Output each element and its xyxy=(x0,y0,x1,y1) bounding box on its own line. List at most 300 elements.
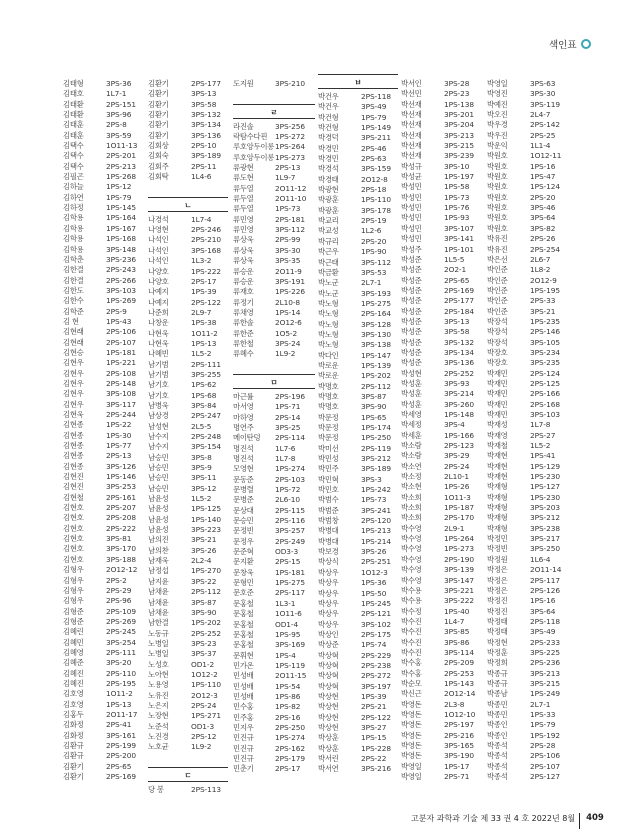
author-name: 박장호 xyxy=(487,347,508,357)
author-name: 문홍철 xyxy=(233,619,254,629)
index-entry xyxy=(148,566,228,576)
index-column-3 xyxy=(233,79,315,775)
index-entry xyxy=(401,565,481,575)
rule-top xyxy=(148,767,228,768)
author-name: 김회주 xyxy=(148,161,169,171)
presentation-code: 1PS-14 xyxy=(275,307,301,317)
presentation-code: OD3-3 xyxy=(275,547,299,557)
author-name: 박성준 xyxy=(401,285,422,295)
index-entry xyxy=(233,267,315,277)
author-name: 박종인 xyxy=(487,720,508,730)
presentation-code: 2PS-168 xyxy=(530,399,560,409)
presentation-code: 3PS-138 xyxy=(361,340,391,350)
journal-citation: 고분자 과학과 기술 제 33 권 4 호 2022년 8월 xyxy=(411,813,576,823)
presentation-code: 2PS-12 xyxy=(191,731,217,741)
index-entry xyxy=(148,722,228,732)
author-name: 노용영 xyxy=(148,680,169,690)
author-name: 류도현 xyxy=(233,173,254,183)
index-entry xyxy=(318,433,398,443)
presentation-code: 2L7-1 xyxy=(361,278,382,288)
index-entry xyxy=(401,720,481,730)
presentation-code: 1PS-13 xyxy=(106,699,132,709)
author-name: 문준혁 xyxy=(233,547,254,557)
index-entry xyxy=(318,351,398,361)
presentation-code: 2PS-13 xyxy=(275,163,301,173)
index-entry xyxy=(63,307,143,317)
presentation-code: 2PS-18 xyxy=(361,185,387,195)
index-entry xyxy=(401,348,481,358)
presentation-code: 3PS-96 xyxy=(106,110,132,120)
index-entry xyxy=(63,245,143,255)
presentation-code: 1PS-140 xyxy=(191,514,221,524)
presentation-code: 3PS-170 xyxy=(106,544,136,554)
presentation-code: 3PS-256 xyxy=(275,121,305,131)
author-name: 박영돈 xyxy=(401,741,422,750)
index-entry xyxy=(148,598,228,608)
author-name: 박영돈 xyxy=(401,751,422,761)
index-entry xyxy=(487,493,567,503)
author-name: 박세영 xyxy=(401,410,422,419)
presentation-code: 2PS-26 xyxy=(530,234,556,244)
index-entry xyxy=(487,141,567,151)
author-name: 류두열 xyxy=(233,204,254,214)
spacer xyxy=(148,753,228,763)
presentation-code: 2PS-27 xyxy=(530,430,556,440)
index-entry xyxy=(401,141,481,151)
index-entry xyxy=(401,555,481,565)
presentation-code: 2PS-169 xyxy=(444,285,474,295)
author-name: 박정진 xyxy=(487,596,508,606)
presentation-code: 3PS-87 xyxy=(361,391,387,401)
index-entry xyxy=(318,526,398,536)
presentation-code: 1PS-221 xyxy=(106,358,136,368)
presentation-code: 2PS-24 xyxy=(191,700,217,710)
author-name: 남정섭 xyxy=(148,566,169,576)
index-entry xyxy=(487,627,567,637)
presentation-code: 2PS-233 xyxy=(530,637,560,647)
presentation-code: 3PS-26 xyxy=(191,545,217,555)
presentation-code: 3PS-188 xyxy=(106,554,136,564)
index-entry xyxy=(148,701,228,711)
presentation-code: 1PS-213 xyxy=(361,526,391,536)
index-entry xyxy=(63,420,143,430)
author-name: 남의찬 xyxy=(148,545,169,555)
author-name: 남승민 xyxy=(148,473,169,483)
author-name: 박상현 xyxy=(318,722,339,732)
presentation-code: 2O11-14 xyxy=(530,565,562,575)
index-entry xyxy=(401,389,481,399)
presentation-code: 2PS-244 xyxy=(106,410,136,419)
index-entry xyxy=(63,89,143,99)
author-name: 박수영 xyxy=(401,554,422,564)
index-entry xyxy=(233,485,315,495)
author-name: 마하영 xyxy=(233,412,254,422)
author-name: 박성민 xyxy=(401,203,422,213)
presentation-code: 1PS-39 xyxy=(361,691,387,701)
index-entry xyxy=(233,256,315,266)
spacer xyxy=(233,360,315,370)
author-name: 박성준 xyxy=(401,275,422,285)
rule-bottom xyxy=(233,118,315,119)
author-name: 노은지 xyxy=(148,700,169,710)
author-name: 나준희 xyxy=(148,307,169,317)
presentation-code: 2PS-254 xyxy=(530,244,560,254)
presentation-code: 3PS-58 xyxy=(191,99,217,109)
author-name: 문승민 xyxy=(233,516,254,526)
index-entry xyxy=(401,689,481,699)
presentation-code: 2PS-118 xyxy=(530,616,560,626)
rule-bottom xyxy=(233,388,315,389)
index-entry xyxy=(487,265,567,275)
author-name: 김한결 xyxy=(63,275,84,285)
index-entry xyxy=(148,256,228,266)
presentation-code: 3PS-3 xyxy=(361,474,382,484)
footer-divider xyxy=(579,813,580,829)
presentation-code: 2PS-96 xyxy=(106,596,132,606)
author-name: 김현욱 xyxy=(63,410,84,419)
index-entry xyxy=(233,215,315,225)
presentation-code: 1PS-13 xyxy=(191,338,217,348)
presentation-code: 3PS-87 xyxy=(191,597,217,607)
index-entry xyxy=(233,754,315,764)
author-name: 박로운 xyxy=(318,360,339,370)
presentation-code: 1PS-174 xyxy=(361,423,391,432)
author-name: 류민영 xyxy=(233,214,254,224)
index-entry xyxy=(318,444,398,454)
author-name: 류한솔 xyxy=(233,318,254,328)
index-entry xyxy=(318,651,398,661)
index-entry xyxy=(63,327,143,337)
index-entry xyxy=(63,213,143,223)
presentation-code: 2O12-8 xyxy=(361,174,388,184)
author-name: 박정진 xyxy=(487,606,508,616)
author-name: 박우진 xyxy=(487,130,508,140)
author-name: 명연주 xyxy=(233,422,254,432)
presentation-code: 1PS-22 xyxy=(106,420,132,430)
author-name: 박정은 xyxy=(487,585,508,595)
author-name: 김태호 xyxy=(63,89,84,99)
author-name: 박정민 xyxy=(487,534,508,544)
author-name: 명진석 xyxy=(233,454,254,463)
index-entry xyxy=(63,627,143,637)
author-name: 박재성 xyxy=(487,420,508,430)
index-entry xyxy=(401,151,481,161)
presentation-code: 3PS-9 xyxy=(191,463,212,473)
presentation-code: 3PS-238 xyxy=(530,523,560,533)
presentation-code: 2PS-248 xyxy=(191,432,221,441)
presentation-code: 2PS-246 xyxy=(191,225,221,235)
presentation-code: 2PS-272 xyxy=(361,671,391,681)
presentation-code: 3PS-58 xyxy=(444,327,470,337)
index-entry xyxy=(233,609,315,619)
author-name: 노유진 xyxy=(148,690,169,700)
presentation-code: 1PS-138 xyxy=(444,99,474,109)
author-name: 박경민 xyxy=(318,143,339,153)
index-entry xyxy=(318,754,398,764)
author-name: 박문정 xyxy=(318,412,339,422)
author-name: 박영일 xyxy=(401,772,422,782)
author-name: 박범수 xyxy=(318,495,339,505)
presentation-code: 1PS-38 xyxy=(191,318,217,328)
section-letter: ㅁ xyxy=(270,377,278,387)
author-name: 김현호 xyxy=(63,523,84,533)
presentation-code: 2L6-10 xyxy=(275,495,300,505)
author-name: 박성준 xyxy=(401,327,422,337)
presentation-code: 2PS-112 xyxy=(361,381,391,391)
index-entry xyxy=(148,120,228,130)
presentation-code: 3PS-154 xyxy=(191,442,221,452)
author-name: 박성준 xyxy=(401,337,422,347)
author-name: 박종민 xyxy=(487,699,508,709)
index-entry xyxy=(487,379,567,389)
author-name: 박병대 xyxy=(318,536,339,546)
presentation-code: 3PS-214 xyxy=(444,389,474,399)
index-entry xyxy=(401,700,481,710)
index-entry xyxy=(487,669,567,679)
circle-marker-icon xyxy=(581,39,591,49)
author-name: 민진규 xyxy=(233,753,254,763)
presentation-code: 2PS-125 xyxy=(530,378,560,388)
index-entry xyxy=(487,327,567,337)
author-name: 박종석 xyxy=(487,741,508,750)
author-name: 박재현 xyxy=(487,451,508,461)
author-name: 노진경 xyxy=(148,731,169,741)
presentation-code: 2PS-127 xyxy=(530,772,560,782)
index-entry xyxy=(401,431,481,441)
presentation-code: 3PS-8 xyxy=(191,452,212,462)
index-entry xyxy=(401,276,481,286)
index-entry xyxy=(318,330,398,340)
author-name: 김현우 xyxy=(63,399,84,409)
author-name: 김학용 xyxy=(63,213,84,223)
presentation-code: 1PS-149 xyxy=(361,123,391,133)
index-entry xyxy=(487,79,567,89)
presentation-code: 1L8-2 xyxy=(530,265,551,275)
rule-top xyxy=(148,197,228,198)
presentation-code: 2PS-201 xyxy=(106,151,136,161)
author-name: 김환기 xyxy=(148,120,169,130)
author-name: 남윤성 xyxy=(148,525,169,535)
index-entry xyxy=(401,234,481,244)
presentation-code: 1L4-7 xyxy=(444,616,465,626)
author-name: 문병준 xyxy=(233,495,254,505)
author-name: 박종석 xyxy=(487,761,508,771)
index-entry xyxy=(233,599,315,609)
author-name: 박재민 xyxy=(487,389,508,399)
index-entry xyxy=(487,555,567,565)
index-entry xyxy=(487,110,567,120)
presentation-code: 3PS-250 xyxy=(530,544,560,554)
author-name: 문정빈 xyxy=(233,526,254,536)
presentation-code: 2PS-161 xyxy=(106,492,136,502)
index-entry xyxy=(401,513,481,523)
presentation-code: 3PS-134 xyxy=(444,347,474,357)
presentation-code: 2PS-253 xyxy=(444,668,474,678)
index-entry xyxy=(148,339,228,349)
presentation-code: 2PS-114 xyxy=(275,433,305,443)
index-entry xyxy=(148,110,228,120)
index-entry xyxy=(148,629,228,639)
index-entry xyxy=(233,339,315,349)
author-name: 박서연 xyxy=(318,764,339,774)
index-entry xyxy=(148,556,228,566)
presentation-code: 2O11-10 xyxy=(275,194,307,204)
author-name: 박상혁 xyxy=(318,650,339,660)
index-entry xyxy=(233,702,315,712)
author-name: 박종석 xyxy=(487,751,508,761)
author-name: 박규리 xyxy=(318,236,339,246)
index-entry xyxy=(233,661,315,671)
author-name: 김환규 xyxy=(63,741,84,750)
index-entry xyxy=(63,338,143,348)
section-heading xyxy=(148,763,228,785)
index-entry xyxy=(487,462,567,472)
author-name: 박경태 xyxy=(318,174,339,184)
presentation-code: 2PS-207 xyxy=(106,503,136,513)
author-name: 문홍철 xyxy=(233,629,254,639)
presentation-code: 1PS-65 xyxy=(361,412,387,422)
author-name: 박상우 xyxy=(318,598,339,608)
author-name: 나영현 xyxy=(148,225,169,235)
author-name: 박종민 xyxy=(487,709,508,719)
author-name: 박유진 xyxy=(487,234,508,244)
presentation-code: 2PS-46 xyxy=(361,143,387,153)
presentation-code: 1O11-2 xyxy=(191,328,218,338)
presentation-code: 1PS-226 xyxy=(275,287,305,297)
author-name: 김택수 xyxy=(63,141,84,151)
presentation-code: 3PS-161 xyxy=(106,730,136,740)
index-entry xyxy=(318,506,398,516)
author-name: 박은선 xyxy=(487,254,508,264)
index-entry xyxy=(148,691,228,701)
index-entry xyxy=(487,172,567,182)
author-name: 김화정 xyxy=(63,720,84,730)
index-entry xyxy=(318,309,398,319)
presentation-code: 2PS-13 xyxy=(106,451,132,461)
author-name: 박장석 xyxy=(487,327,508,337)
presentation-code: 3PS-11 xyxy=(191,473,217,483)
presentation-code: 2PS-210 xyxy=(191,235,221,245)
index-entry xyxy=(401,358,481,368)
author-name: 박인준 xyxy=(487,275,508,285)
index-entry xyxy=(401,451,481,461)
index-entry xyxy=(318,361,398,371)
index-entry xyxy=(63,131,143,141)
index-entry xyxy=(63,162,143,172)
author-name: 박선민 xyxy=(401,89,422,99)
index-entry xyxy=(318,516,398,526)
presentation-code: 1PS-274 xyxy=(275,464,305,474)
index-entry xyxy=(148,131,228,141)
index-entry xyxy=(318,464,398,474)
author-name: 박노형 xyxy=(318,340,339,350)
author-name: 박성현 xyxy=(401,368,422,378)
index-entry xyxy=(401,193,481,203)
index-entry xyxy=(63,441,143,451)
index-entry xyxy=(487,617,567,627)
index-entry xyxy=(63,276,143,286)
presentation-code: 1PS-197 xyxy=(444,172,474,182)
index-entry xyxy=(487,441,567,451)
author-name: 김태환 xyxy=(63,99,84,109)
index-entry xyxy=(63,410,143,420)
presentation-code: 3PS-217 xyxy=(530,534,560,544)
presentation-code: 1PS-274 xyxy=(275,733,305,743)
presentation-code: 1PS-222 xyxy=(191,266,221,276)
author-name: 남한결 xyxy=(148,618,169,628)
presentation-code: 1L5-2 xyxy=(530,441,551,451)
presentation-code: 1PS-4 xyxy=(275,650,296,660)
presentation-code: 3PS-222 xyxy=(444,596,474,606)
author-name: 류상욱 xyxy=(233,256,254,266)
index-entry xyxy=(233,640,315,650)
index-entry xyxy=(63,400,143,410)
author-name: 박종규 xyxy=(487,678,508,688)
presentation-code: 1PS-119 xyxy=(275,660,305,670)
author-name: 박수진 xyxy=(401,637,422,647)
author-name: 박정현 xyxy=(487,637,508,647)
author-name: 남재욱 xyxy=(148,556,169,566)
author-name: 박원호 xyxy=(487,151,508,161)
presentation-code: 1PS-30 xyxy=(106,430,132,440)
presentation-code: 2O11-9 xyxy=(275,266,302,276)
presentation-code: 2PS-209 xyxy=(444,658,474,668)
author-name: 남기호 xyxy=(148,390,169,400)
presentation-code: 1PS-86 xyxy=(275,691,301,701)
spacer xyxy=(233,89,315,99)
author-name: 김현종 xyxy=(63,441,84,451)
presentation-code: 1PS-181 xyxy=(106,347,136,357)
presentation-code: 2L4-7 xyxy=(530,110,551,120)
index-entry xyxy=(148,370,228,380)
presentation-code: 2PS-120 xyxy=(361,516,391,526)
author-name: 박오진 xyxy=(487,110,508,120)
author-name: 김현래 xyxy=(63,337,84,347)
index-entry xyxy=(401,120,481,130)
author-name: 박선재 xyxy=(401,141,422,151)
index-entry xyxy=(487,751,567,761)
index-entry xyxy=(148,329,228,339)
index-entry xyxy=(233,349,315,359)
index-entry xyxy=(401,162,481,172)
presentation-code: 2PS-41 xyxy=(106,720,132,730)
author-name: 김학준 xyxy=(63,306,84,316)
author-name: 박장호 xyxy=(487,358,508,368)
author-name: 박소희 xyxy=(401,503,422,513)
presentation-code: 1PS-82 xyxy=(275,702,301,712)
presentation-code: 1PS-26 xyxy=(444,482,470,492)
author-name: 김학춘 xyxy=(63,254,84,264)
author-name: 박성준 xyxy=(401,306,422,316)
author-name: 류상욱 xyxy=(233,245,254,255)
index-entry xyxy=(148,360,228,370)
author-name: 류한준 xyxy=(233,328,254,338)
presentation-code: 2PS-245 xyxy=(106,627,136,637)
presentation-code: 2PS-63 xyxy=(361,154,387,164)
presentation-code: 3PS-159 xyxy=(361,164,391,174)
presentation-code: 2PS-119 xyxy=(361,443,391,453)
index-entry xyxy=(318,268,398,278)
author-name: 박수영 xyxy=(401,534,422,544)
index-column-4 xyxy=(318,70,398,775)
index-entry xyxy=(233,568,315,578)
index-entry xyxy=(401,79,481,89)
presentation-code: 2O11-15 xyxy=(275,671,307,681)
author-name: 김현승 xyxy=(63,347,84,357)
author-name: 박건형 xyxy=(318,112,339,122)
index-entry xyxy=(63,451,143,461)
rule-bottom xyxy=(148,781,228,782)
